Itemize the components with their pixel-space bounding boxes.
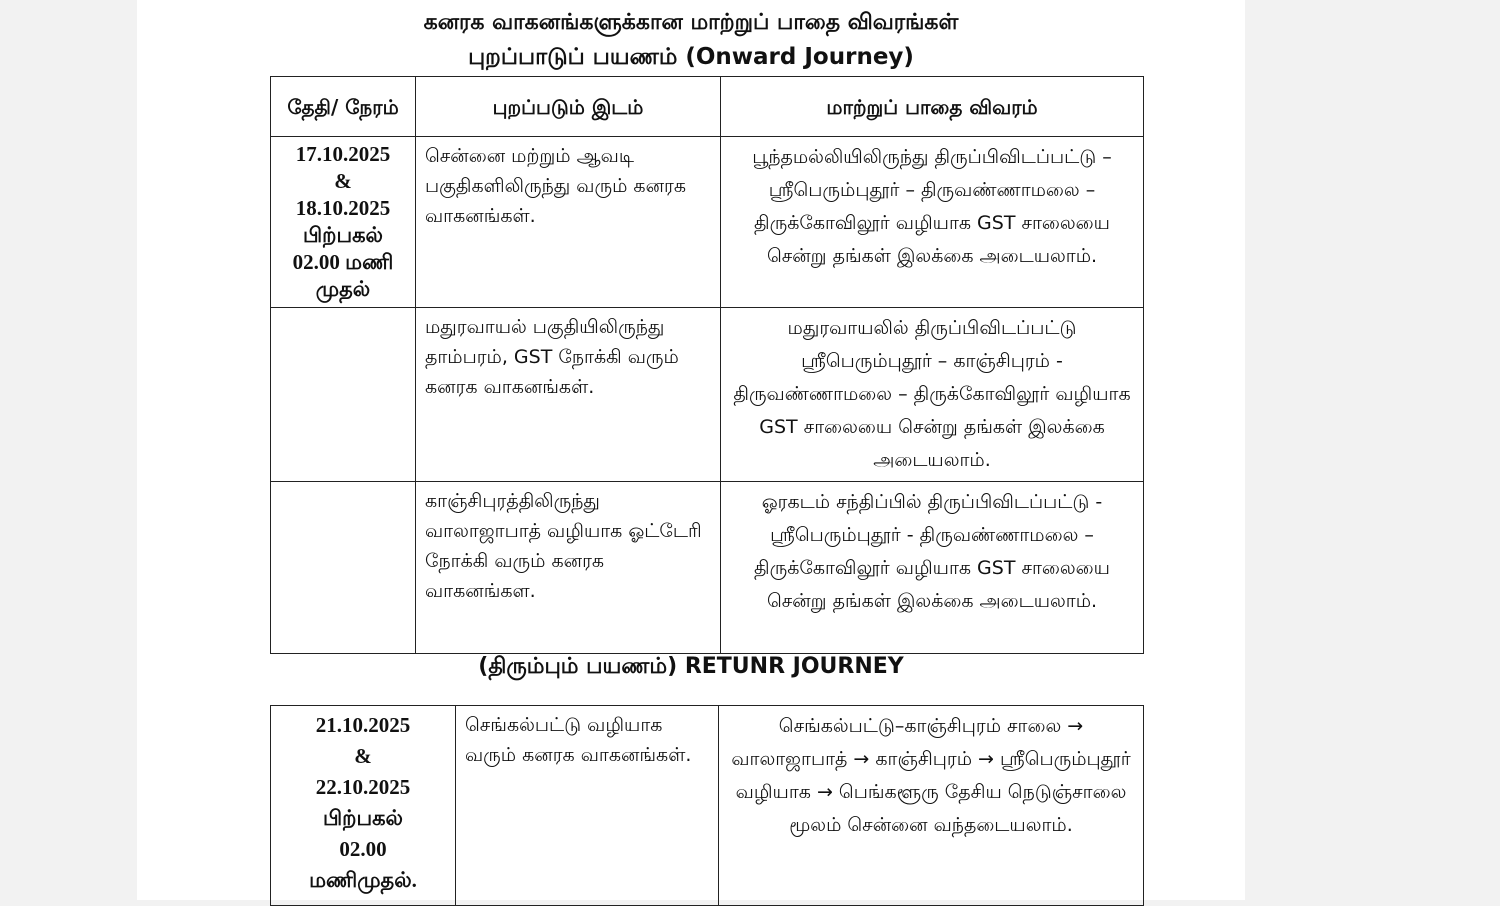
document-title: கனரக வாகனங்களுக்கான மாற்றுப் பாதை விவரங்கள் [423, 10, 959, 35]
departure-cell: மதுரவாயல் பகுதியிலிருந்து தாம்பரம், GST நோக்கி வரும் கனரக வாகனங்கள். [416, 308, 721, 482]
date-cell: 21.10.2025 & 22.10.2025 பிற்பகல் 02.00 மணிமுதல். [271, 706, 456, 906]
header-date-time: தேதி/ நேரம் [271, 77, 416, 137]
table-header-row [271, 77, 1144, 137]
departure-cell: காஞ்சிபுரத்திலிருந்து வாலாஜாபாத் வழியாக ஓட்டேரி நோக்கி வரும் கனரக வாகனங்கள. [416, 482, 721, 654]
table-row [271, 137, 1144, 308]
date-cell: 17.10.2025 & 18.10.2025 பிற்பகல் 02.00 மணி முதல் [271, 137, 416, 308]
header-departure-place: புறப்படும் இடம் [416, 77, 721, 137]
return-journey-heading: (திரும்பும் பயணம்) RETUNR JOURNEY [478, 654, 904, 679]
date-cell [271, 308, 416, 482]
table-row [271, 308, 1144, 482]
departure-cell: செங்கல்பட்டு வழியாக வரும் கனரக வாகனங்கள். [456, 706, 719, 906]
route-cell: செங்கல்பட்டு–காஞ்சிபுரம் சாலை → வாலாஜாபாத் → காஞ்சிபுரம் → ஸ்ரீபெரும்புதூர் வழியாக → பெங்களூரு தேசிய நெடுஞ்சாலை மூலம் சென்னை வந்தடையலாம். [719, 706, 1144, 906]
onward-journey-table [270, 76, 1144, 654]
onward-journey-heading: புறப்பாடுப் பயணம் (Onward Journey) [468, 44, 914, 70]
route-cell: மதுரவாயலில் திருப்பிவிடப்பட்டு ஸ்ரீபெரும்புதூர் – காஞ்சிபுரம் - திருவண்ணாமலை – திருக்கோவிலூர் வழியாக GST சாலையை சென்று தங்கள் இலக்கை அடையலாம். [721, 308, 1144, 482]
table-row [271, 482, 1144, 654]
route-cell: பூந்தமல்லியிலிருந்து திருப்பிவிடப்பட்டு – ஸ்ரீபெரும்புதூர் – திருவண்ணாமலை – திருக்கோவிலூர் வழியாக GST சாலையை சென்று தங்கள் இலக்கை அடையலாம். [721, 137, 1144, 308]
document-page [137, 0, 1245, 900]
date-cell [271, 482, 416, 654]
header-diversion-route: மாற்றுப் பாதை விவரம் [721, 77, 1144, 137]
table-row [271, 706, 1144, 906]
departure-cell: சென்னை மற்றும் ஆவடி பகுதிகளிலிருந்து வரும் கனரக வாகனங்கள். [416, 137, 721, 308]
route-cell: ஓரகடம் சந்திப்பில் திருப்பிவிடப்பட்டு - ஸ்ரீபெரும்புதூர் - திருவண்ணாமலை – திருக்கோவிலூர் வழியாக GST சாலையை சென்று தங்கள் இலக்கை அடையலாம். [721, 482, 1144, 654]
return-journey-table [270, 705, 1144, 906]
